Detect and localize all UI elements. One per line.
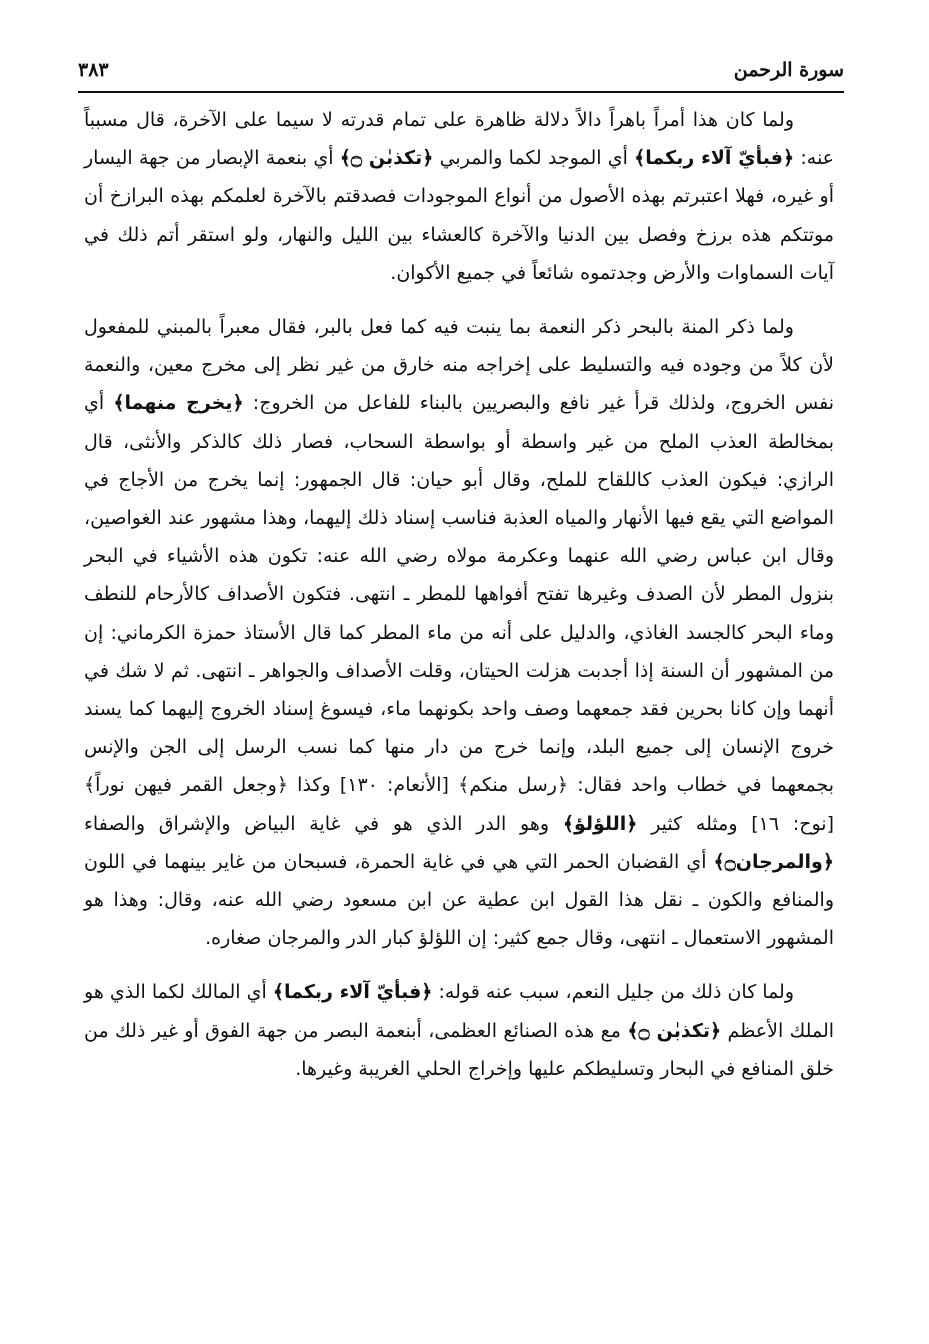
segment: ولما ذكر المنة بالبحر ذكر النعمة بما ينبت فيه كما فعل بالبر، فقال معبراً بالمبني للمفعول لأن كلاً من وجوده فيه والتسليط على إخراجه منه خارق من غير نظر إلى مخرج معين، والنعمة نفس الخروج، ولذلك قرأ غير نافع والبصريين بالبناء للفاعل من الخروج: [84, 316, 835, 415]
quran-quote: ﴿فبأيّ آلاء ربكما﴾ [634, 147, 795, 170]
citation: [نوح: ١٦] ومثله كثير [637, 812, 834, 835]
segment: وهو الدر الذي هو في غاية البياض والإشراق والصفاء [84, 812, 563, 835]
segment: مع هذه الصنائع العظمى، أبنعمة البصر من جهة الفوق أو غير ذلك من خلق المنافع في البحار وتسليطكم عليها وإخراج الحلي الغريبة وغيرها. [84, 1019, 834, 1080]
paragraph-1 [84, 101, 834, 292]
segment: أي الموجد لكما والمربي [433, 147, 635, 170]
header-divider [78, 91, 844, 93]
quran-quote: ﴿تكذبٰن ۝﴾ [627, 1019, 722, 1042]
running-header [78, 55, 844, 91]
segment: أي المالك لكما الذي هو الملك الأعظم [84, 981, 835, 1042]
segment: أي بنعمة الإبصار من جهة اليسار أو غيره، فهلا اعتبرتم بهذه الأصول من أنواع الموجودات فصدقتم بالآخرة لعلمكم بهذه البرازخ أن موتتكم هذه برزخ وفصل بين الدنيا والآخرة كالعشاء بين الليل والنهار، ولو استقر أتم ذلك في آيات السماوات والأرض وجدتموه شائعاً في جميع الأكوان. [84, 147, 834, 284]
quran-quote: ﴿وجعل القمر فيهن نوراً﴾ [84, 774, 288, 797]
quran-quote: ﴿اللؤلؤ﴾ [562, 812, 638, 835]
segment: أي القضبان الحمر التي هي في غاية الحمرة، فسبحان من غاير بينهما في اللون والمنافع والكون ـ نقل هذا القول ابن عطية عن ابن مسعود رضي الله عنه، وقال: وهذا هو المشهور الاستعمال ـ انتهى، وقال جمع كثير: إن اللؤلؤ كبار الدر والمرجان صغاره. [84, 850, 834, 950]
quran-quote: ﴿والمرجان۝﴾ [713, 850, 834, 873]
citation: [الأنعام: ١٣٠] وكذا [288, 774, 459, 797]
body-text [84, 101, 834, 1088]
surah-title: سورة الرحمن [733, 59, 844, 81]
page-number: ٣٨٣ [78, 59, 109, 81]
segment: أي بمخالطة العذب الملح من غير واسطة أو بواسطة السحاب، فصار ذلك كالذكر والأنثى، قال الرازي: فيكون العذب كاللقاح للملح، وقال أبو حيان: قال الجمهور: إنما يخرج من الأجاج في المواضع التي يقع فيها الأنهار والمياه العذبة فناسب إسناد ذلك إليهما، وهذا مشهور عند الغواصين، وقال ابن عباس رضي الله عنهما وعكرمة مولاه رضي الله عنه: تكون هذه الأشياء في البحر بنزول المطر لأن الصدف وغيرها تفتح أفواهها للمطر ـ انتهى. فتكون الأصداف كالأرحام للنطف وماء البحر كالجسد الغاذي، والدليل على أنه من ماء المطر كما قال الأستاذ حمزة الكرماني: إن من المشهور أن السنة إذا أجدبت هزلت الحيتان، وقلت الأصداف والجواهر ـ انتهى. ثم لا شك في أنهما وإن كانا بحرين فقد جمعهما وصف واحد بكونهما ماء، فيسوغ إسناد الخروج إليهما كما يسند خروج الإنسان إلى جميع البلد، وإنما خرج من دار منها كما نسب الرسل إلى الجن والإنس بجمعهما في خطاب واحد فقال: [84, 392, 834, 797]
quran-quote: ﴿تكذبٰن ۝﴾ [339, 147, 434, 170]
paragraph-3 [84, 973, 834, 1088]
paragraph-2 [84, 308, 834, 957]
quran-quote: ﴿فبأيّ آلاء ربكما﴾ [272, 981, 433, 1004]
segment: ولما كان ذلك من جليل النعم، سبب عنه قوله: [432, 981, 795, 1004]
quran-quote: ﴿رسل منكم﴾ [458, 774, 569, 797]
quran-quote: ﴿يخرج منهما﴾ [113, 392, 244, 415]
segment: ولما كان هذا أمراً باهراً دالاً دلالة ظاهرة على تمام قدرته لا سيما على الآخرة، قال مسبباً عنه: [84, 109, 835, 170]
